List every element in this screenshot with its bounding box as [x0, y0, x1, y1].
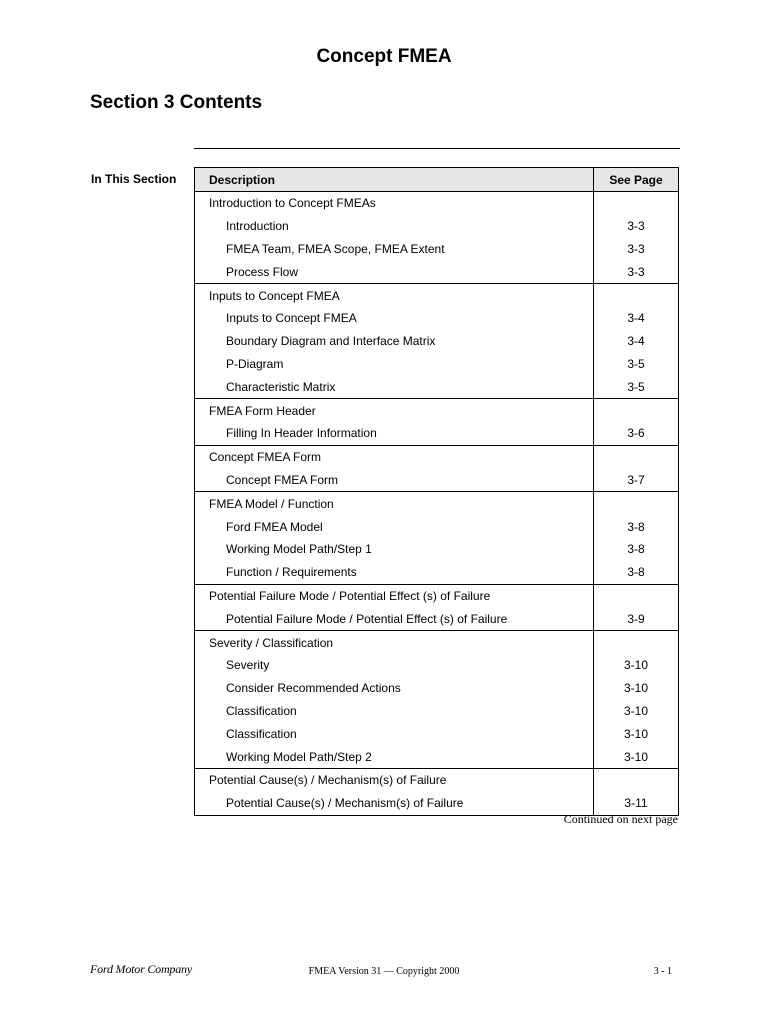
table-row [195, 745, 679, 768]
document-title: Concept FMEA [316, 46, 452, 67]
group-page-cell [594, 768, 679, 791]
group-title: Severity / Classification [195, 631, 594, 654]
group-header-row [195, 284, 679, 307]
group-title: Introduction to Concept FMEAs [195, 192, 594, 215]
group-title: Potential Cause(s) / Mechanism(s) of Failure [195, 768, 594, 791]
entry-label: Consider Recommended Actions [195, 677, 594, 700]
table-row [195, 307, 679, 330]
section-title: Section 3 Contents [90, 92, 263, 113]
column-header-description: Description [195, 168, 594, 192]
table-header-row [195, 168, 679, 192]
table-row [195, 515, 679, 538]
group-page-cell [594, 584, 679, 607]
table-row [195, 607, 679, 630]
entry-page: 3-8 [594, 538, 679, 561]
entry-label: Classification [195, 700, 594, 723]
table-row [195, 722, 679, 745]
entry-label: Characteristic Matrix [195, 375, 594, 398]
table-row [195, 353, 679, 376]
group-title: FMEA Form Header [195, 399, 594, 422]
table-row [195, 422, 679, 445]
footer-version: FMEA Version 31 — Copyright 2000 [308, 966, 460, 977]
ford-logo: Ford Motor Company [90, 962, 192, 976]
entry-page: 3-9 [594, 607, 679, 630]
group-title: Potential Failure Mode / Potential Effect (s) of Failure [195, 584, 594, 607]
table-row [195, 677, 679, 700]
group-page-cell [594, 492, 679, 515]
entry-page: 3-5 [594, 375, 679, 398]
group-header-row [195, 445, 679, 468]
entry-page: 3-3 [594, 260, 679, 283]
table-row [195, 700, 679, 723]
column-header-page: See Page [594, 168, 679, 192]
entry-page: 3-6 [594, 422, 679, 445]
table-row [195, 260, 679, 283]
table-row [195, 654, 679, 677]
entry-page: 3-10 [594, 745, 679, 768]
group-header-row [195, 584, 679, 607]
footer-page-number: 3 - 1 [653, 966, 672, 977]
entry-label: Potential Cause(s) / Mechanism(s) of Failure [195, 792, 594, 815]
entry-label: FMEA Team, FMEA Scope, FMEA Extent [195, 238, 594, 261]
entry-page: 3-5 [594, 353, 679, 376]
continued-note: Continued on next page [563, 812, 678, 826]
entry-label: Introduction [195, 215, 594, 238]
group-header-row [195, 192, 679, 215]
group-title: Inputs to Concept FMEA [195, 284, 594, 307]
table-row [195, 215, 679, 238]
entry-label: P-Diagram [195, 353, 594, 376]
table-row [195, 561, 679, 584]
group-page-cell [594, 631, 679, 654]
entry-label: Working Model Path/Step 1 [195, 538, 594, 561]
contents-table-body [195, 192, 679, 816]
entry-page: 3-8 [594, 515, 679, 538]
group-header-row [195, 399, 679, 422]
entry-label: Function / Requirements [195, 561, 594, 584]
entry-label: Concept FMEA Form [195, 469, 594, 492]
contents-table [194, 167, 679, 816]
entry-label: Boundary Diagram and Interface Matrix [195, 330, 594, 353]
entry-label: Working Model Path/Step 2 [195, 745, 594, 768]
entry-page: 3-4 [594, 307, 679, 330]
table-row [195, 538, 679, 561]
entry-page: 3-10 [594, 677, 679, 700]
group-header-row [195, 768, 679, 791]
entry-label: Classification [195, 722, 594, 745]
table-row [195, 375, 679, 398]
group-title: Concept FMEA Form [195, 445, 594, 468]
table-row [195, 330, 679, 353]
entry-label: Severity [195, 654, 594, 677]
entry-page: 3-10 [594, 654, 679, 677]
entry-page: 3-11 [594, 792, 679, 815]
entry-page: 3-8 [594, 561, 679, 584]
entry-label: Ford FMEA Model [195, 515, 594, 538]
entry-label: Potential Failure Mode / Potential Effect (s) of Failure [195, 607, 594, 630]
group-page-cell [594, 445, 679, 468]
entry-page: 3-3 [594, 215, 679, 238]
entry-page: 3-4 [594, 330, 679, 353]
entry-label: Filling In Header Information [195, 422, 594, 445]
group-page-cell [594, 399, 679, 422]
side-label: In This Section [91, 172, 177, 186]
entry-label: Inputs to Concept FMEA [195, 307, 594, 330]
group-header-row [195, 492, 679, 515]
group-header-row [195, 631, 679, 654]
entry-page: 3-10 [594, 700, 679, 723]
table-row [195, 469, 679, 492]
table-row [195, 238, 679, 261]
group-title: FMEA Model / Function [195, 492, 594, 515]
group-page-cell [594, 192, 679, 215]
entry-page: 3-10 [594, 722, 679, 745]
group-page-cell [594, 284, 679, 307]
entry-page: 3-3 [594, 238, 679, 261]
entry-label: Process Flow [195, 260, 594, 283]
entry-page: 3-7 [594, 469, 679, 492]
horizontal-rule [194, 148, 680, 149]
